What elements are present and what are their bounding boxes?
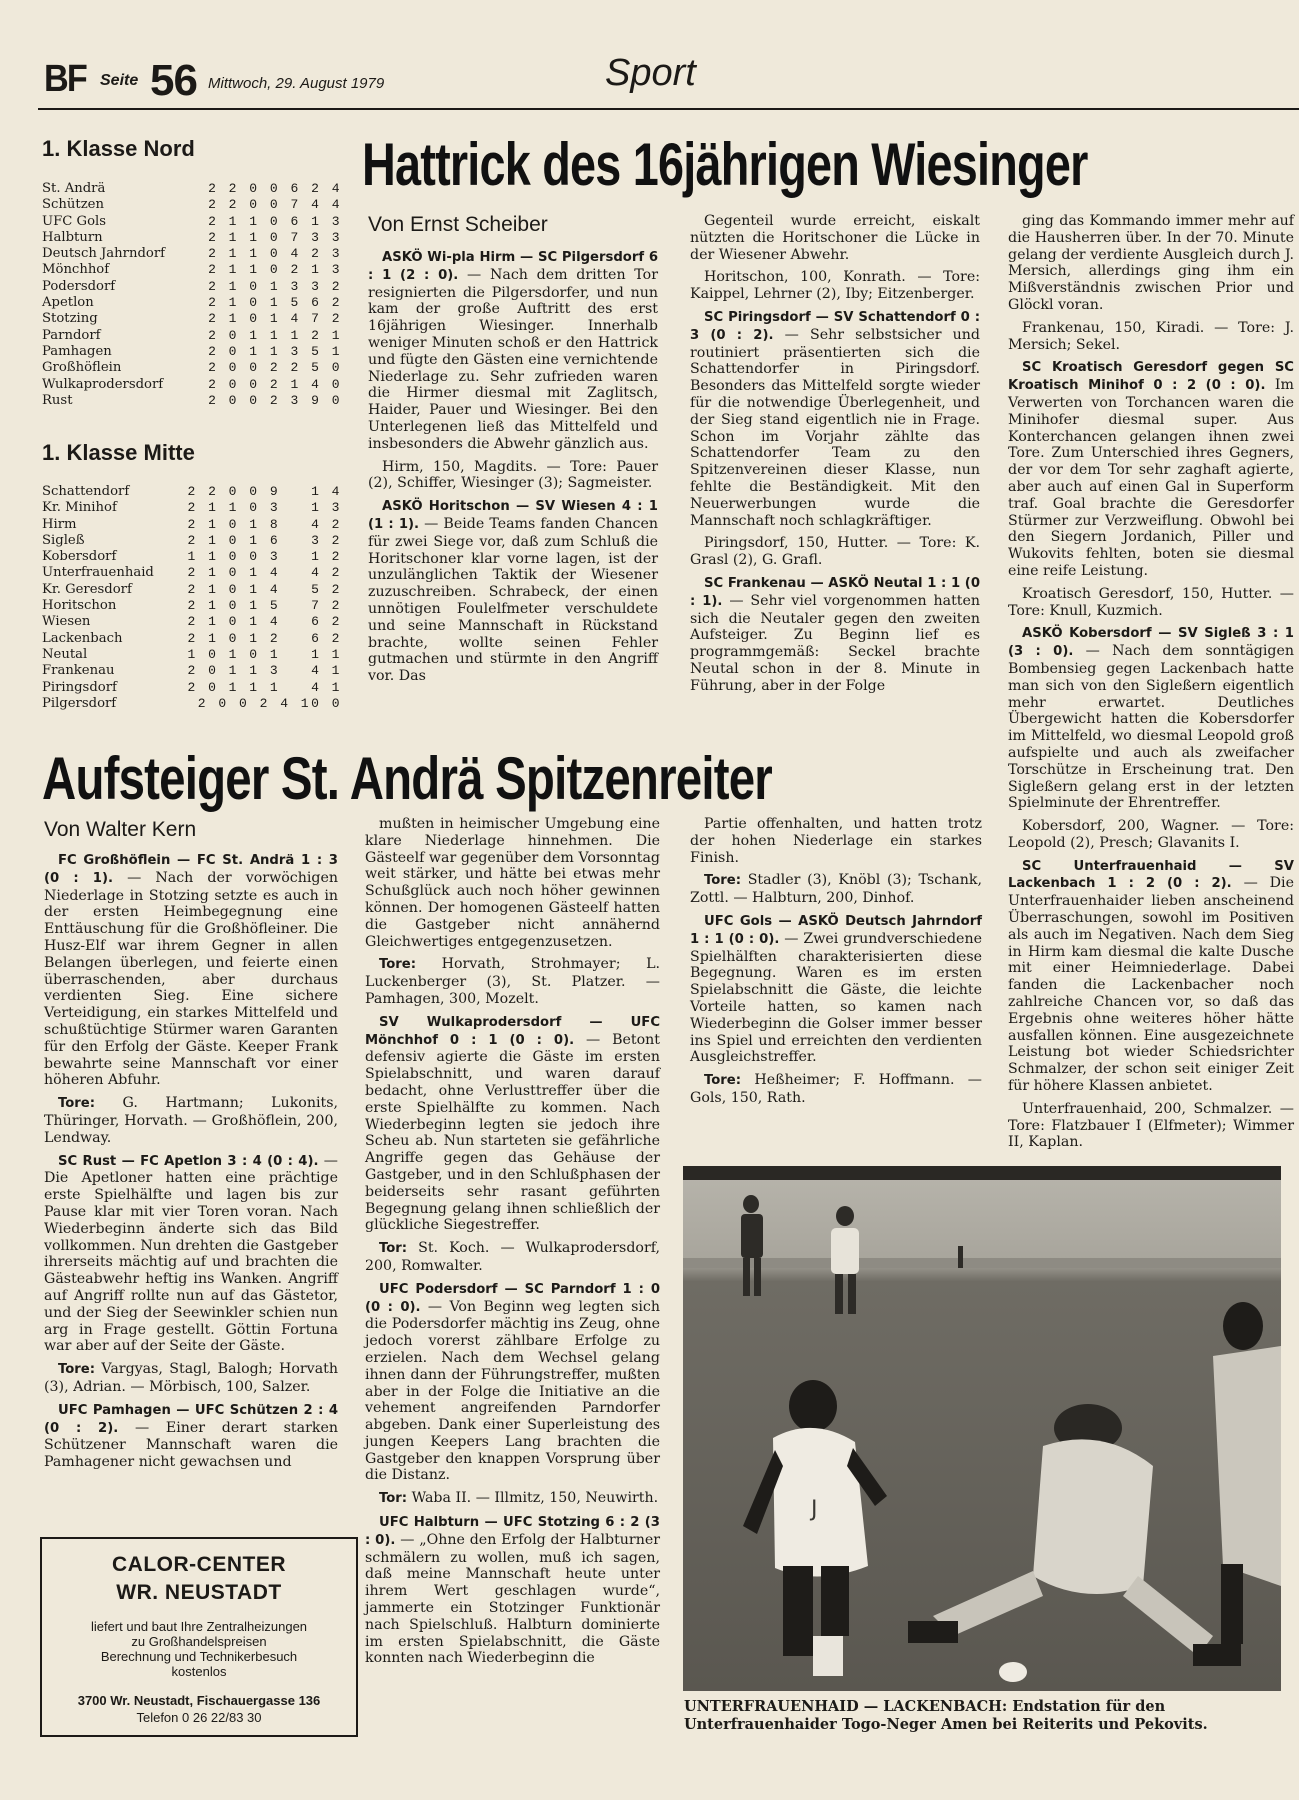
team-name: Podersdorf [42, 278, 116, 294]
article2-headline: Aufsteiger St. Andrä Spitzenreiter [42, 745, 772, 812]
header-rule [38, 108, 1299, 110]
team-stats: 2 1 0 1 5 7 2 [187, 598, 342, 614]
team-stats: 2 0 1 1 1 2 1 [208, 327, 342, 343]
table-row [42, 631, 342, 647]
team-name: Schattendorf [42, 484, 130, 499]
table-row [42, 598, 342, 614]
article-paragraph [365, 816, 660, 950]
table-row [42, 230, 342, 246]
paragraph-text: G. Hartmann; Lukonits, Thüringer, Horvath. — Großhöflein, 200, Lendway. [44, 1095, 338, 1146]
match-heading: Tore: [58, 1362, 96, 1378]
soccer-players-illustration [683, 1166, 1281, 1691]
table-row [42, 328, 342, 344]
team-name: Neutal [42, 646, 88, 662]
team-stats: 2 1 0 1 2 6 2 [187, 630, 342, 646]
team-name: Kr. Minihof [42, 500, 117, 516]
table-row [42, 696, 342, 712]
table-row [42, 246, 342, 262]
match-heading: SC Piringsdorf — SV Schattendorf 0 : 3 (0 : 2). [690, 309, 980, 343]
team-name: Apetlon [42, 295, 94, 311]
table-row [42, 582, 342, 598]
paragraph-text: Kobersdorf, 200, Wagner. — Tore: Leopold (2), Presch; Glavanits I. [1008, 818, 1294, 851]
paragraph-text: — Nach dem dritten Tor resignierten die Pilgersdorfer, und nun kam der große Auftritt des erst 16jährigen Wiesinger. Innerhalb weniger Minuten schoß er den Hattrick und fügte den Gästen eine vernichtende Niederlage zu. Sehr zufrieden waren die Hirmer diesmal mit Zaglitsch, Haider, Pauer und Wiesinger. Bei den Unterlegenen ließ das Mittelfeld und insbesonders die Abwehr gänzlich aus. [368, 266, 658, 452]
match-heading: UFC Pamhagen — UFC Schützen 2 : 4 (0 : 2). [44, 1402, 338, 1436]
paragraph-text: mußten in heimischer Umgebung eine klare Niederlage hinnehmen. Die Gästeelf war gegenüber dem Vorsonntag weit stärker, und hätte bei etwas mehr Schußglück auch noch höher gewinnen können. Der homogenen Gästeelf hatten die Gastgeber nicht annähernd Gleichwertiges entgegenzusetzen. [365, 816, 660, 950]
article-paragraph [365, 1281, 660, 1485]
svg-text:J: J [811, 1497, 818, 1522]
article-paragraph [365, 1514, 660, 1667]
match-heading: Tore: [58, 1096, 96, 1112]
ad-phone: Telefon 0 26 22/83 30 [136, 1710, 262, 1725]
paragraph-text: Frankenau, 150, Kiradi. — Tore: J. Mersich; Sekel. [1008, 319, 1294, 353]
article-paragraph [44, 1402, 338, 1471]
article-paragraph [690, 269, 980, 303]
paragraph-text: — Betont defensiv agierte die Gäste im ersten Spielabschnitt, und waren darauf bedacht, ohne Verlusttreffer über die erste Spielhälfte zu kommen. Nach Wiederbeginn legten sie jedoch ihre Scheu ab. Nun starteten sie gefährliche Angriffe gegen das Gehäuse der Gastgeber, und in den Schlußphasen der beiderseits sehr rasant geführten Begegnung gelang ihnen schließlich der glückliche Siegestreffer. [365, 1031, 660, 1234]
team-stats: 2 2 0 0 6 2 4 [208, 181, 342, 196]
match-photo [683, 1166, 1281, 1691]
paragraph-text: Horvath, Strohmayer; L. Luckenberger (3), St. Platzer. — Pamhagen, 300, Mozelt. [365, 956, 660, 1007]
team-stats: 2 1 1 0 2 1 3 [208, 262, 342, 278]
match-heading: Tor: [379, 1241, 408, 1257]
team-name: Lackenbach [42, 630, 123, 646]
team-stats: 2 0 0 2 1 4 0 [208, 376, 342, 392]
ad-company-name: CALOR-CENTER [112, 1553, 286, 1576]
team-stats: 2 0 1 1 3 4 1 [187, 663, 342, 679]
table-nord [42, 181, 342, 409]
article-paragraph [1008, 818, 1294, 852]
paragraph-text: — Zwei grundverschiedene Spielhälften charakterisierten diese Begegnung. Waren es im ersten Spielabschnitt die Gäste, die leichte Vorteile hatten, so kamen nach Wiederbeginn die Golser immer besser ins Spiel und erreichten den verdienten Ausgleichstreffer. [690, 930, 982, 1066]
table-row [42, 262, 342, 278]
article-paragraph [365, 956, 660, 1007]
article-paragraph [690, 913, 982, 1066]
paragraph-text: ging das Kommando immer mehr auf die Hausherren über. In der 70. Minute gelang der verdiente Ausgleich durch J. Mersich, allerdings ging ihm ein Mißverständnis zwischen Prior und Glöckl voran. [1008, 213, 1294, 313]
ad-text-line: zu Großhandelspreisen [131, 1634, 267, 1649]
paragraph-text: — Nach der vorwöchigen Niederlage in Stotzing setzte es auch in der ersten Heimbegegnung eine Enttäuschung für die Großhöfleiner. Die Husz-Elf war ihrem Gegner in allen Belangen überlegen, und feierte einen überraschenden, aber durchaus verdienten Sieg. Eine sichere Verteidigung, ein starkes Mittelfeld und schußtüchtige Stürmer waren Garanten für den Erfolg der Gäste. Keeper Frank bewahrte seine Mannschaft vor einer höheren Abfuhr. [44, 869, 338, 1089]
article-paragraph [690, 535, 980, 569]
table-row [42, 647, 342, 663]
team-stats: 2 1 1 0 7 3 3 [208, 229, 342, 245]
table-row [42, 214, 342, 230]
article-paragraph [690, 309, 980, 529]
table-mitte-title: 1. Klasse Mitte [42, 440, 195, 465]
team-stats: 2 1 0 1 4 7 2 [208, 311, 342, 327]
table-row [42, 500, 342, 516]
paragraph-text: — Nach dem sonntägigen Bombensieg gegen Lackenbach hatte man sich von den Siglеßern eigentlich mehr erwartet. Deutliches Übergewicht hatten die Kobersdorfer im Mittelfeld, wo diesmal Leopold groß aufspielte und auch als zweifacher Torschütze in Erscheinung trat. Den Sigleßern gelang erst in der letzten Spielminute der Ehrentreffer. [1008, 643, 1295, 812]
paragraph-text: — Die Unterfrauenhaider lieben anscheinend Überraschungen, sowohl im Positiven als auch im Negativen. Nach dem Sieg in Hirm kam diesmal die kalte Dusche mit einer Heimniederlage. Dabei fanden die Lackenbacher noch zahlreiche Chancen vor, so daß das Ergebnis ohne weiteres höher hätte ausfallen können. Eine ausgezeichnete Leistung bot wieder Schiedsrichter Schmalzer, der schon seit einiger Zeit für höhere Klassen anbietet. [1008, 875, 1294, 1095]
table-row [42, 360, 342, 376]
photo-caption-bold: UNTERFRAUENHAID — LACKENBACH: [684, 1698, 1008, 1715]
paragraph-text: Partie offenhalten, und hatten trotz der hohen Niederlage ein starkes Finish. [690, 816, 982, 866]
team-stats: 2 1 1 0 4 2 3 [208, 246, 342, 262]
section-title: Sport [605, 52, 696, 94]
team-name: Kr. Geresdorf [42, 581, 132, 597]
table-row [42, 311, 342, 327]
article1-byline: Von Ernst Scheiber [368, 213, 548, 236]
paragraph-text: — Beide Teams fanden Chancen für zwei Siege vor, daß zum Schluß die Horitschoner klar vorne lagen, ist der unzulänglichen Taktik der Wiesener zuzuschreiben. Schrabeck, der einen unnötigen Foulelfmeter verschuldete und seine Mannschaft in Rückstand brachte, wollte seinen Fehler gutmachen und stürmte in den Angriff vor. Das [368, 515, 659, 685]
article-paragraph [690, 575, 980, 695]
team-name: Deutsch Jahrndorf [42, 246, 166, 262]
paragraph-text: Unterfrauenhaid, 200, Schmalzer. — Tore: Flatzbauer I (Elfmeter); Wimmer II, Kaplan. [1008, 1100, 1294, 1151]
table-row [42, 181, 342, 197]
article-paragraph [365, 1240, 660, 1275]
team-name: Pamhagen [42, 343, 112, 359]
paragraph-text: St. Koch. — Wulkaprodersdorf, 200, Romwalter. [365, 1240, 660, 1274]
match-heading: UFC Gols — ASKÖ Deutsch Jahrndorf 1 : 1 (0 : 0). [690, 913, 982, 947]
match-heading: Tore: [379, 957, 417, 973]
article-paragraph [1008, 320, 1294, 354]
article-paragraph [690, 872, 982, 907]
article-paragraph [690, 816, 982, 866]
article-paragraph [365, 1490, 660, 1508]
article1-column-3 [1008, 213, 1295, 1151]
team-name: Halbturn [42, 229, 103, 245]
team-name: Kobersdorf [42, 549, 117, 565]
team-name: Wiesen [42, 614, 91, 630]
article-paragraph [1008, 625, 1294, 812]
page-number: 56 [150, 56, 197, 105]
paragraph-text: — Sehr viel vorgenommen hatten sich die Neutaler gegen den zweiten Aufsteiger. Zu Beginn lief es programmgemäß: Seckel brachte Neutal schon in der 8. Minute in Führung, aber in der Folge [690, 592, 981, 694]
team-stats: 2 1 0 1 3 3 2 [208, 278, 342, 294]
team-name: Großhöflein [42, 360, 122, 376]
paragraph-text: — „Ohne den Erfolg der Halbturner schmälern zu wollen, muß ich sagen, daß meine Mannschaft heute unter ihrem Wert geschlagen wurde“, jammerte ein Stotzinger Funktionär nach Spielschluß. Halbturn dominierte im ersten Spielabschnitt, die Gäste konnten nach Wiederbeginn die [365, 1531, 661, 1667]
team-stats: 2 1 0 1 6 3 2 [187, 532, 342, 548]
team-name: Hirm [42, 516, 77, 532]
table-row [42, 295, 342, 311]
team-stats: 2 1 0 1 4 6 2 [187, 614, 342, 630]
table-row [42, 197, 342, 213]
table-nord-title: 1. Klasse Nord [42, 136, 195, 161]
table-row [42, 663, 342, 679]
team-name: Wulkaprodersdorf [42, 376, 164, 392]
article-paragraph [44, 1361, 338, 1396]
article-paragraph [690, 213, 980, 263]
article-paragraph [44, 1153, 338, 1356]
article2-byline: Von Walter Kern [44, 818, 197, 841]
article-paragraph [690, 1072, 982, 1107]
ad-text-line: liefert und baut Ihre Zentralheizungen [90, 1619, 308, 1634]
article-paragraph [1008, 858, 1294, 1095]
match-heading: SC Rust — FC Apetlon 3 : 4 (0 : 4). [58, 1153, 319, 1169]
team-stats: 1 0 1 0 1 1 1 [187, 646, 342, 662]
team-name: Rust [42, 392, 73, 408]
team-name: Piringsdorf [42, 679, 117, 695]
table-row [42, 533, 342, 549]
ad-text-line: Berechnung und Technikerbesuch [100, 1649, 298, 1664]
paragraph-text: — Von Beginn weg legten sich die Podersdorfer mächtig ins Zeug, ohne jedoch vorerst zählbare Erfolge zu erzielen. Nach dem Wechsel gelang ihnen dann der Führungstreffer, mußten aber in der Folge die Initiative an die vehement angreifenden Parndorfer abgeben. Dank einer Superleistung des jungen Keepers Lang brachten die Gastgeber den knappen Vorsprung über die Distanz. [365, 1298, 661, 1484]
article2-column-2 [365, 816, 660, 1742]
match-heading: SC Unterfrauenhaid — SV Lackenbach 1 : 2 (0 : 2). [1008, 858, 1294, 892]
article-paragraph [365, 1014, 660, 1234]
match-heading: FC Großhöflein — FC St. Andrä 1 : 3 (0 : 1). [44, 853, 338, 886]
team-name: Parndorf [42, 327, 101, 343]
newspaper-logo: BF [44, 58, 86, 100]
paragraph-text: Heßheimer; F. Hoffmann. — Gols, 150, Rath. [690, 1072, 982, 1106]
paragraph-text: Gegenteil wurde erreicht, eiskalt nützten die Horitschoner die Lücke in der Wiesener Abwehr. [690, 213, 980, 263]
article1-column-2 [690, 213, 980, 719]
paragraph-text: Hirm, 150, Magdits. — Tore: Pauer (2), Schiffer, Wiesinger (3); Sagmeister. [368, 458, 658, 492]
table-row [42, 680, 342, 696]
team-name: Unterfrauenhaid [42, 565, 154, 581]
team-stats: 2 0 0 2 3 9 0 [208, 392, 342, 408]
paragraph-text: Stadler (3), Knöbl (3); Tschank, Zottl. — Halbturn, 200, Dinhof. [690, 872, 982, 907]
match-heading: SC Frankenau — ASKÖ Neutal 1 : 1 (0 : 1). [690, 575, 980, 609]
paragraph-text: — Einer derart starken Schützener Mannschaft waren die Pamhagener nicht gewachsen und [44, 1419, 338, 1471]
paragraph-text: Horitschon, 100, Konrath. — Tore: Kaippel, Lehrner (2), Iby; Eitzenberger. [690, 269, 980, 303]
article1-column-1 [368, 249, 658, 719]
article2-column-1 [44, 852, 338, 1518]
ad-company-location: WR. NEUSTADT [116, 1581, 282, 1604]
page-label: Seite [100, 72, 139, 89]
paragraph-text: — Die Apetloner hatten eine prächtige erste Spielhälfte und lagen bis zur Pause klar mit vier Toren voran. Nach Wiederbeginn änderte sich das Bild vollkommen. Nun drehten die Gastgeber ihrerseits mächtig auf und brachten die Gästeabwehr heftig ins Wanken. Angriff auf Angriff rollte nun auf das Gästetor, und der Sieg der Seewinkler schien nun arg in Frage gestellt. Göttin Fortuna war aber auf der Seite der Gäste. [44, 1152, 338, 1355]
team-stats: 2 2 0 0 7 4 4 [208, 197, 342, 213]
team-name: Sigleß [42, 532, 85, 548]
article-paragraph [1008, 213, 1294, 314]
ad-address: 3700 Wr. Neustadt, Fischauergasse 136 [77, 1693, 321, 1708]
table-row [42, 565, 342, 581]
team-stats: 2 1 1 0 3 1 3 [187, 500, 342, 516]
team-stats: 2 0 1 1 1 4 1 [187, 679, 342, 695]
match-heading: Tore: [704, 1073, 742, 1089]
team-stats: 1 1 0 0 3 1 2 [187, 549, 342, 565]
paragraph-text: Waba II. — Illmitz, 150, Neuwirth. [407, 1490, 659, 1507]
team-name: Horitschon [42, 598, 117, 614]
advertisement-box [40, 1537, 358, 1737]
paragraph-text: Im Verwerten von Torchancen waren die Minihofer diesmal super. Aus Konterchancen gelangen ihnen zwei Tore. Zum Unterschied ihres Gegners, der vor dem Tor sehr zaghaft agierte, aber auch auf einen Gal in Superform traf. Goal brachte die Geresdorfer Stürmer zur Verzweiflung. Obwohl bei den Siegern Jordanich, Piller und Wukovits fehlten, boten sie diesmal eine reife Leistung. [1008, 377, 1294, 579]
team-name: UFC Gols [42, 213, 107, 229]
team-name: St. Andrä [42, 181, 106, 196]
match-heading: ASKÖ Horitschon — SV Wiesen 4 : 1 (1 : 1). [368, 499, 658, 532]
team-stats: 2 1 1 0 6 1 3 [208, 213, 342, 229]
ad-text-line: kostenlos [171, 1664, 227, 1679]
photo-caption-text: Endstation für den Unterfrauenhaider Togo-Neger Amen bei Reiterits und Pekovits. [684, 1698, 1208, 1733]
table-row [42, 549, 342, 565]
table-row [42, 393, 342, 409]
team-stats: 2 1 0 1 5 6 2 [208, 295, 342, 311]
table-row [42, 279, 342, 295]
team-name: Schützen [42, 197, 104, 213]
article2-column-3 [690, 816, 982, 1156]
article-paragraph [368, 498, 658, 685]
team-stats: 2 1 0 1 8 4 2 [187, 516, 342, 532]
team-name: Stotzing [42, 311, 98, 327]
table-row [42, 614, 342, 630]
article1-headline: Hattrick des 16jährigen Wiesinger [362, 131, 1088, 198]
team-stats: 2 1 0 1 4 4 2 [187, 565, 342, 581]
team-name: Mönchhof [42, 262, 110, 278]
paragraph-text: Vargyas, Stagl, Balogh; Horvath (3), Adrian. — Mörbisch, 100, Salzer. [44, 1361, 338, 1395]
paragraph-text: — Sehr selbstsicher und routiniert präsentierten sich die Schattendorfer in Piringsdorf. Besonders das Mittelfeld sorgte wieder für die notwendige Überlegenheit, und der Sieg stand eigentlich nie in Frage. Schon im Vorjahr zählte das Schattendorfer Team zu den Spitzenvereinen dieser Klasse, nun fehlte die Beständigkeit. Mit den Neuerwerbungen wurde die Mannschaft noch schlagkräftiger. [690, 326, 980, 529]
table-row [42, 484, 342, 500]
table-row [42, 377, 342, 393]
issue-date: Mittwoch, 29. August 1979 [208, 75, 385, 92]
team-stats: 2 1 0 1 4 5 2 [187, 581, 342, 597]
article-paragraph [1008, 586, 1294, 620]
team-name: Pilgersdorf [42, 695, 117, 711]
article-paragraph [44, 852, 338, 1089]
team-stats: 2 2 0 0 9 1 4 [187, 484, 342, 499]
table-mitte [42, 484, 342, 712]
table-row [42, 344, 342, 360]
match-heading: Tor: [379, 1491, 408, 1507]
team-stats: 2 0 1 1 3 5 1 [208, 343, 342, 359]
paragraph-text: Piringsdorf, 150, Hutter. — Tore: K. Grasl (2), G. Grafl. [690, 535, 980, 569]
paragraph-text: Kroatisch Geresdorf, 150, Hutter. — Tore: Knull, Kuzmich. [1008, 585, 1294, 619]
match-heading: UFC Halbturn — UFC Stotzing 6 : 2 (3 : 0). [365, 1515, 660, 1548]
team-stats: 2 0 0 2 2 5 0 [208, 360, 342, 376]
team-name: Frankenau [42, 663, 115, 679]
match-heading: SV Wulkaprodersdorf — UFC Mönchhof 0 : 1 (0 : 0). [365, 1014, 660, 1048]
photo-caption [684, 1698, 1284, 1734]
article-paragraph [1008, 1101, 1294, 1151]
article-paragraph [1008, 359, 1294, 579]
match-heading: Tore: [704, 873, 742, 889]
match-heading: ASKÖ Kobersdorf — SV Sigleß 3 : 1 (3 : 0). [1008, 626, 1294, 660]
match-heading: ASKÖ Wi-pla Hirm — SC Pilgersdorf 6 : 1 (2 : 0). [368, 250, 658, 283]
match-heading: SC Kroatisch Geresdorf gegen SC Kroatisch Minihof 0 : 2 (0 : 0). [1008, 360, 1294, 394]
article-paragraph [368, 249, 658, 453]
match-heading: UFC Podersdorf — SC Parndorf 1 : 0 (0 : 0). [365, 1281, 660, 1315]
team-stats: 2 0 0 2 4 10 0 [197, 695, 342, 711]
article-paragraph [368, 459, 658, 493]
table-row [42, 517, 342, 533]
article-paragraph [44, 1095, 338, 1146]
